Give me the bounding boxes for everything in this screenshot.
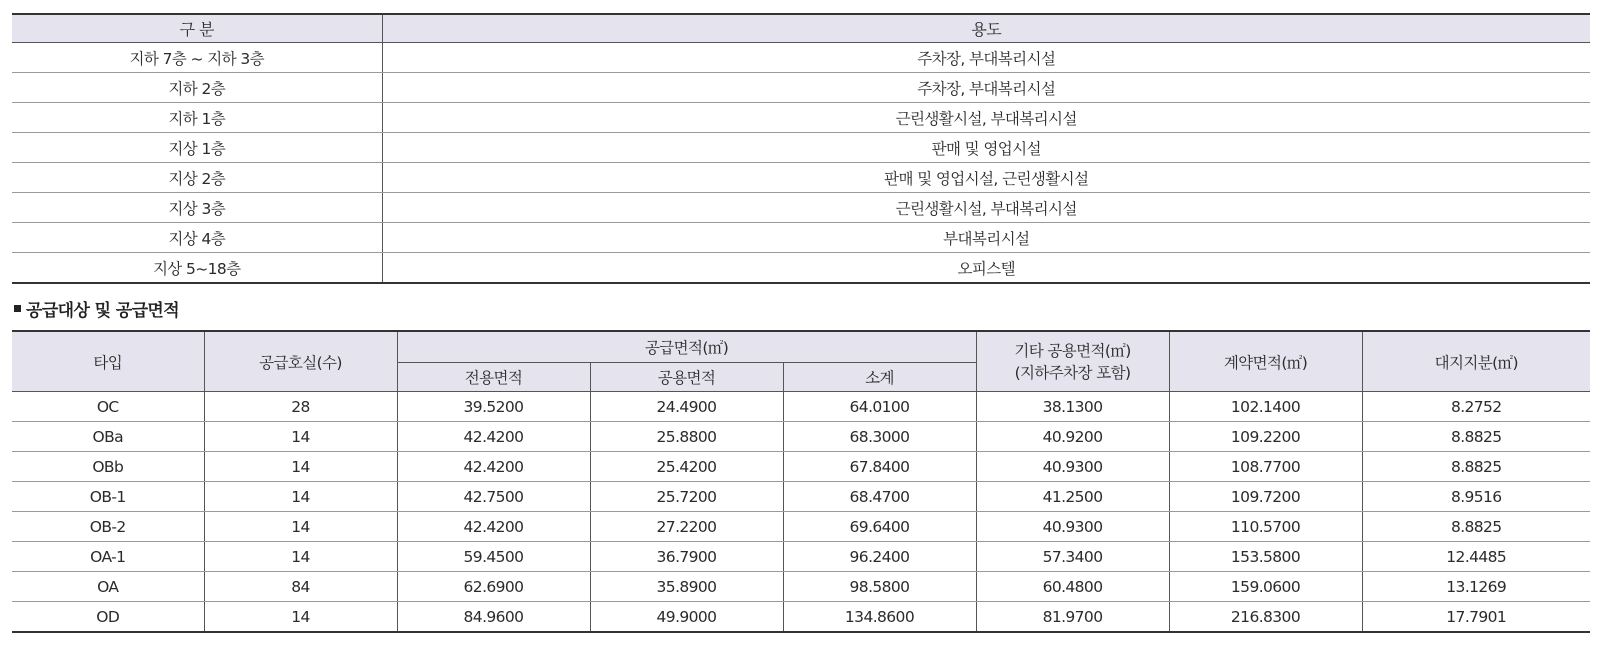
exclusive-area-cell: 39.5200 <box>397 392 590 422</box>
land-share-cell: 8.8825 <box>1362 422 1590 452</box>
contract-area-cell: 109.7200 <box>1169 482 1362 512</box>
header-common-area: 공용면적 <box>590 363 783 392</box>
floor-cell: 지상 5~18층 <box>12 253 382 284</box>
usage-row <box>12 73 1590 103</box>
type-cell: OBb <box>12 452 204 482</box>
exclusive-area-cell: 84.9600 <box>397 602 590 633</box>
type-cell: OBa <box>12 422 204 452</box>
contract-area-cell: 153.5800 <box>1169 542 1362 572</box>
usage-row <box>12 103 1590 133</box>
header-other-common <box>976 331 1169 392</box>
subtotal-cell: 98.5800 <box>783 572 976 602</box>
common-area-cell: 24.4900 <box>590 392 783 422</box>
use-cell: 근린생활시설, 부대복리시설 <box>382 103 1590 133</box>
subtotal-cell: 64.0100 <box>783 392 976 422</box>
header-units: 공급호실(수) <box>204 331 397 392</box>
other-common-cell: 60.4800 <box>976 572 1169 602</box>
exclusive-area-cell: 59.4500 <box>397 542 590 572</box>
floor-cell: 지하 1층 <box>12 103 382 133</box>
common-area-cell: 35.8900 <box>590 572 783 602</box>
units-cell: 14 <box>204 422 397 452</box>
section-title-text: 공급대상 및 공급면적 <box>26 301 180 321</box>
floor-usage-table <box>12 13 1590 284</box>
type-cell: OB-1 <box>12 482 204 512</box>
usage-row <box>12 253 1590 284</box>
table-row <box>12 572 1590 602</box>
common-area-cell: 49.9000 <box>590 602 783 633</box>
floor-cell: 지상 2층 <box>12 163 382 193</box>
use-cell: 부대복리시설 <box>382 223 1590 253</box>
subtotal-cell: 96.2400 <box>783 542 976 572</box>
land-share-cell: 12.4485 <box>1362 542 1590 572</box>
land-share-cell: 8.2752 <box>1362 392 1590 422</box>
contract-area-cell: 216.8300 <box>1169 602 1362 633</box>
contract-area-cell: 109.2200 <box>1169 422 1362 452</box>
use-cell: 주차장, 부대복리시설 <box>382 73 1590 103</box>
header-subtotal: 소계 <box>783 363 976 392</box>
use-cell: 오피스텔 <box>957 259 1015 278</box>
exclusive-area-cell: 62.6900 <box>397 572 590 602</box>
type-cell: OD <box>12 602 204 633</box>
header-land-share: 대지지분(㎡) <box>1362 331 1590 392</box>
type-cell: OA <box>12 572 204 602</box>
other-common-cell: 38.1300 <box>976 392 1169 422</box>
header-exclusive-area: 전용면적 <box>397 363 590 392</box>
usage-row <box>12 133 1590 163</box>
usage-header-row <box>12 14 1590 43</box>
exclusive-area-cell: 42.4200 <box>397 512 590 542</box>
header-contract-area: 계약면적(㎡) <box>1169 331 1362 392</box>
other-common-cell: 41.2500 <box>976 482 1169 512</box>
units-cell: 28 <box>204 392 397 422</box>
exclusive-area-cell: 42.7500 <box>397 482 590 512</box>
subtotal-cell: 68.3000 <box>783 422 976 452</box>
section-title <box>14 296 179 321</box>
header-other-common-line2: (지하주차장 포함) <box>1014 363 1131 382</box>
land-share-cell: 8.8825 <box>1362 512 1590 542</box>
subtotal-cell: 134.8600 <box>783 602 976 633</box>
header-other-common-line1: 기타 공용면적(㎡) <box>1014 341 1131 360</box>
units-cell: 14 <box>204 482 397 512</box>
common-area-cell: 36.7900 <box>590 542 783 572</box>
header-supply-area: 공급면적(㎡) <box>397 331 976 363</box>
other-common-cell: 81.9700 <box>976 602 1169 633</box>
contract-area-cell: 102.1400 <box>1169 392 1362 422</box>
floor-cell: 지하 2층 <box>12 73 382 103</box>
type-cell: OA-1 <box>12 542 204 572</box>
floor-cell: 지상 4층 <box>12 223 382 253</box>
table-row <box>12 392 1590 422</box>
supply-area-table <box>12 330 1590 633</box>
subtotal-cell: 68.4700 <box>783 482 976 512</box>
common-area-cell: 25.4200 <box>590 452 783 482</box>
units-cell: 14 <box>204 452 397 482</box>
other-common-cell: 57.3400 <box>976 542 1169 572</box>
other-common-cell: 40.9300 <box>976 512 1169 542</box>
contract-area-cell: 159.0600 <box>1169 572 1362 602</box>
table-row <box>12 602 1590 633</box>
units-cell: 14 <box>204 542 397 572</box>
table-row <box>12 512 1590 542</box>
common-area-cell: 25.8800 <box>590 422 783 452</box>
type-cell: OB-2 <box>12 512 204 542</box>
usage-row <box>12 43 1590 73</box>
table-row <box>12 482 1590 512</box>
table-row <box>12 542 1590 572</box>
exclusive-area-cell: 42.4200 <box>397 422 590 452</box>
usage-row <box>12 193 1590 223</box>
land-share-cell: 8.9516 <box>1362 482 1590 512</box>
use-cell: 판매 및 영업시설 <box>382 133 1590 163</box>
usage-row <box>12 223 1590 253</box>
other-common-cell: 40.9300 <box>976 452 1169 482</box>
land-share-cell: 13.1269 <box>1362 572 1590 602</box>
common-area-cell: 27.2200 <box>590 512 783 542</box>
exclusive-area-cell: 42.4200 <box>397 452 590 482</box>
header-type: 타입 <box>12 331 204 392</box>
use-cell: 판매 및 영업시설, 근린생활시설 <box>382 163 1590 193</box>
table-row <box>12 452 1590 482</box>
usage-row <box>12 163 1590 193</box>
common-area-cell: 25.7200 <box>590 482 783 512</box>
floor-cell: 지상 1층 <box>12 133 382 163</box>
units-cell: 84 <box>204 572 397 602</box>
land-share-cell: 8.8825 <box>1362 452 1590 482</box>
contract-area-cell: 108.7700 <box>1169 452 1362 482</box>
type-cell: OC <box>12 392 204 422</box>
contract-area-cell: 110.5700 <box>1169 512 1362 542</box>
floor-cell: 지상 3층 <box>12 193 382 223</box>
table-row <box>12 422 1590 452</box>
use-cell: 근린생활시설, 부대복리시설 <box>382 193 1590 223</box>
subtotal-cell: 67.8400 <box>783 452 976 482</box>
subtotal-cell: 69.6400 <box>783 512 976 542</box>
use-cell: 주차장, 부대복리시설 <box>382 43 1590 73</box>
square-bullet-icon <box>14 305 21 312</box>
units-cell: 14 <box>204 602 397 633</box>
floor-cell: 지하 7층 ~ 지하 3층 <box>12 43 382 73</box>
land-share-cell: 17.7901 <box>1446 607 1507 626</box>
usage-header-floor: 구 분 <box>12 14 382 43</box>
other-common-cell: 40.9200 <box>976 422 1169 452</box>
units-cell: 14 <box>204 512 397 542</box>
usage-header-use: 용도 <box>382 14 1590 43</box>
